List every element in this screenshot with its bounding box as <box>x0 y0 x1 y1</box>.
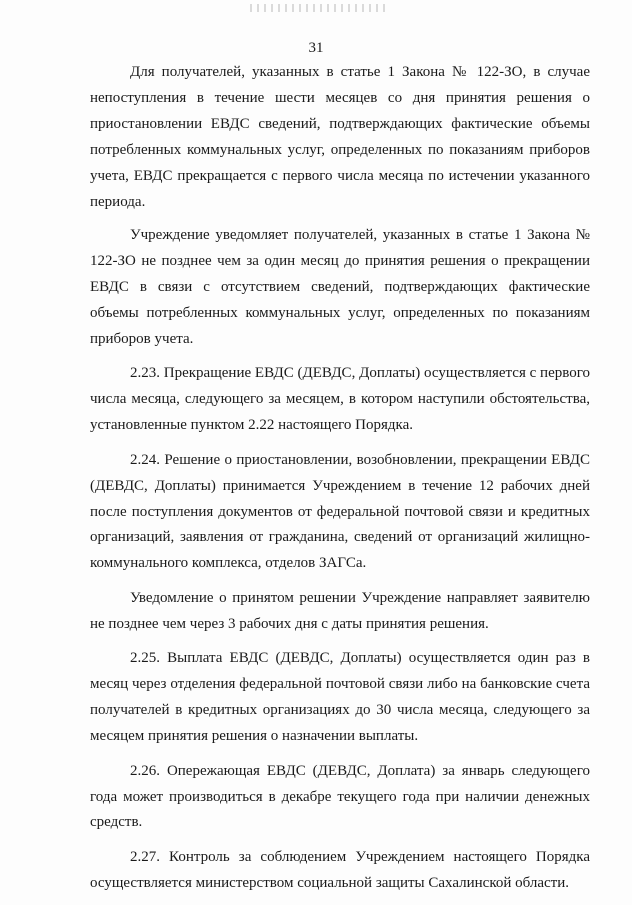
paragraph-2-23: 2.23. Прекращение ЕВДС (ДЕВДС, Доплаты) осуществляется с первого числа месяца, следующего за месяцем, в котором наступили обстоятельства, установленные пунктом 2.22 настоящего Порядка. <box>90 364 590 433</box>
paragraph-2-24: 2.24. Решение о приостановлении, возобновлении, прекращении ЕВДС (ДЕВДС, Доплаты) принимается Учреждением в течение 12 рабочих дней после поступления документов от федеральной почтовой связи и кредитных организаций, заявления от гражданина, сведений от организаций жилищно-коммунального комплекса, отделов ЗАГСа. <box>90 451 590 572</box>
document-body <box>90 60 590 897</box>
scan-artifact <box>250 4 390 12</box>
page-number: 31 <box>308 40 324 56</box>
paragraph-suspension-termination: Для получателей, указанных в статье 1 Закона № 122-ЗО, в случае непоступления в течение шести месяцев со дня принятия решения о приостановлении ЕВДС сведений, подтверждающих фактические объемы потребленных коммунальных услуг, определенных по показаниям приборов учета, ЕВДС прекращается с первого числа месяца по истечении указанного периода. <box>90 64 590 210</box>
paragraph-decision-notice: Уведомление о принятом решении Учреждение направляет заявителю не позднее чем через 3 рабочих дня с даты принятия решения. <box>90 590 590 633</box>
paragraph-2-25: 2.25. Выплата ЕВДС (ДЕВДС, Доплаты) осуществляется один раз в месяц через отделения федеральной почтовой связи либо на банковские счета получателей в кредитных организациях до 30 числа месяца, следующего за месяцем принятия решения о назначении выплаты. <box>90 650 590 744</box>
paragraph-notification: Учреждение уведомляет получателей, указанных в статье 1 Закона № 122-ЗО не позднее чем за один месяц до принятия решения о прекращении ЕВДС в связи с отсутствием сведений, подтверждающих фактические объемы потребленных коммунальных услуг, определенных по показаниям приборов учета. <box>90 227 590 348</box>
paragraph-2-26: 2.26. Опережающая ЕВДС (ДЕВДС, Доплата) за январь следующего года может производиться в декабре текущего года при наличии денежных средств. <box>90 762 590 831</box>
paragraph-2-27: 2.27. Контроль за соблюдением Учреждением настоящего Порядка осуществляется министерством социальной защиты Сахалинской области. <box>90 849 590 892</box>
